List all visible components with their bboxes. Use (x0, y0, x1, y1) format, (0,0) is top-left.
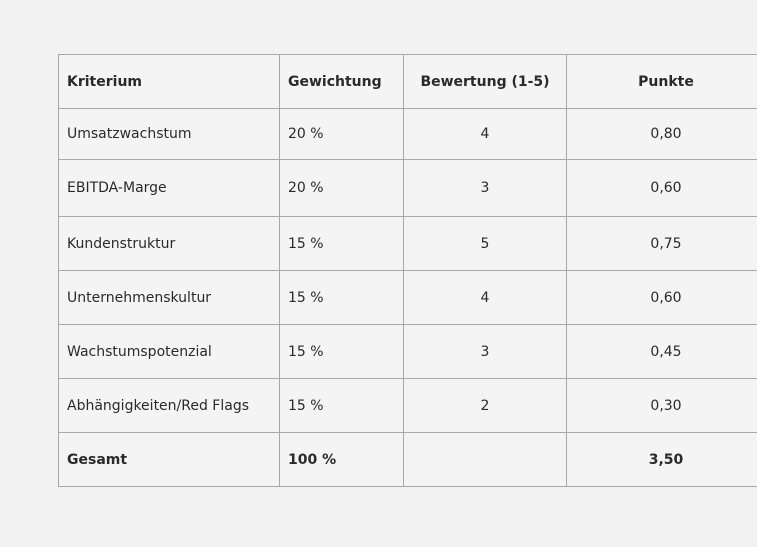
criterion-cell: Kundenstruktur (59, 217, 280, 271)
total-rating-cell (404, 433, 567, 487)
table-row (59, 217, 757, 271)
weight-cell: 15 % (280, 325, 404, 379)
weight-cell: 15 % (280, 217, 404, 271)
header-rating: Bewertung (1-5) (404, 55, 567, 109)
total-row (59, 433, 757, 487)
criterion-cell: Umsatzwachstum (59, 109, 280, 160)
points-cell: 0,60 (567, 271, 757, 325)
weight-cell: 20 % (280, 160, 404, 217)
table-body (59, 109, 757, 487)
table-row (59, 109, 757, 160)
points-cell: 0,75 (567, 217, 757, 271)
scoring-table (58, 54, 757, 487)
criterion-cell: EBITDA-Marge (59, 160, 280, 217)
points-cell: 0,30 (567, 379, 757, 433)
weight-cell: 20 % (280, 109, 404, 160)
table-row (59, 271, 757, 325)
table-row (59, 325, 757, 379)
rating-cell: 4 (404, 271, 567, 325)
points-cell: 0,60 (567, 160, 757, 217)
points-cell: 0,80 (567, 109, 757, 160)
criterion-cell: Abhängigkeiten/Red Flags (59, 379, 280, 433)
rating-cell: 3 (404, 325, 567, 379)
rating-cell: 3 (404, 160, 567, 217)
total-label-cell: Gesamt (59, 433, 280, 487)
table-row (59, 379, 757, 433)
rating-cell: 4 (404, 109, 567, 160)
header-row (59, 55, 757, 109)
header-criterion: Kriterium (59, 55, 280, 109)
weight-cell: 15 % (280, 271, 404, 325)
points-cell: 0,45 (567, 325, 757, 379)
header-weight: Gewichtung (280, 55, 404, 109)
criterion-cell: Wachstumspotenzial (59, 325, 280, 379)
total-points-cell: 3,50 (567, 433, 757, 487)
table-header (59, 55, 757, 109)
rating-cell: 5 (404, 217, 567, 271)
total-weight-cell: 100 % (280, 433, 404, 487)
table-row (59, 160, 757, 217)
weight-cell: 15 % (280, 379, 404, 433)
criterion-cell: Unternehmenskultur (59, 271, 280, 325)
rating-cell: 2 (404, 379, 567, 433)
header-points: Punkte (567, 55, 757, 109)
